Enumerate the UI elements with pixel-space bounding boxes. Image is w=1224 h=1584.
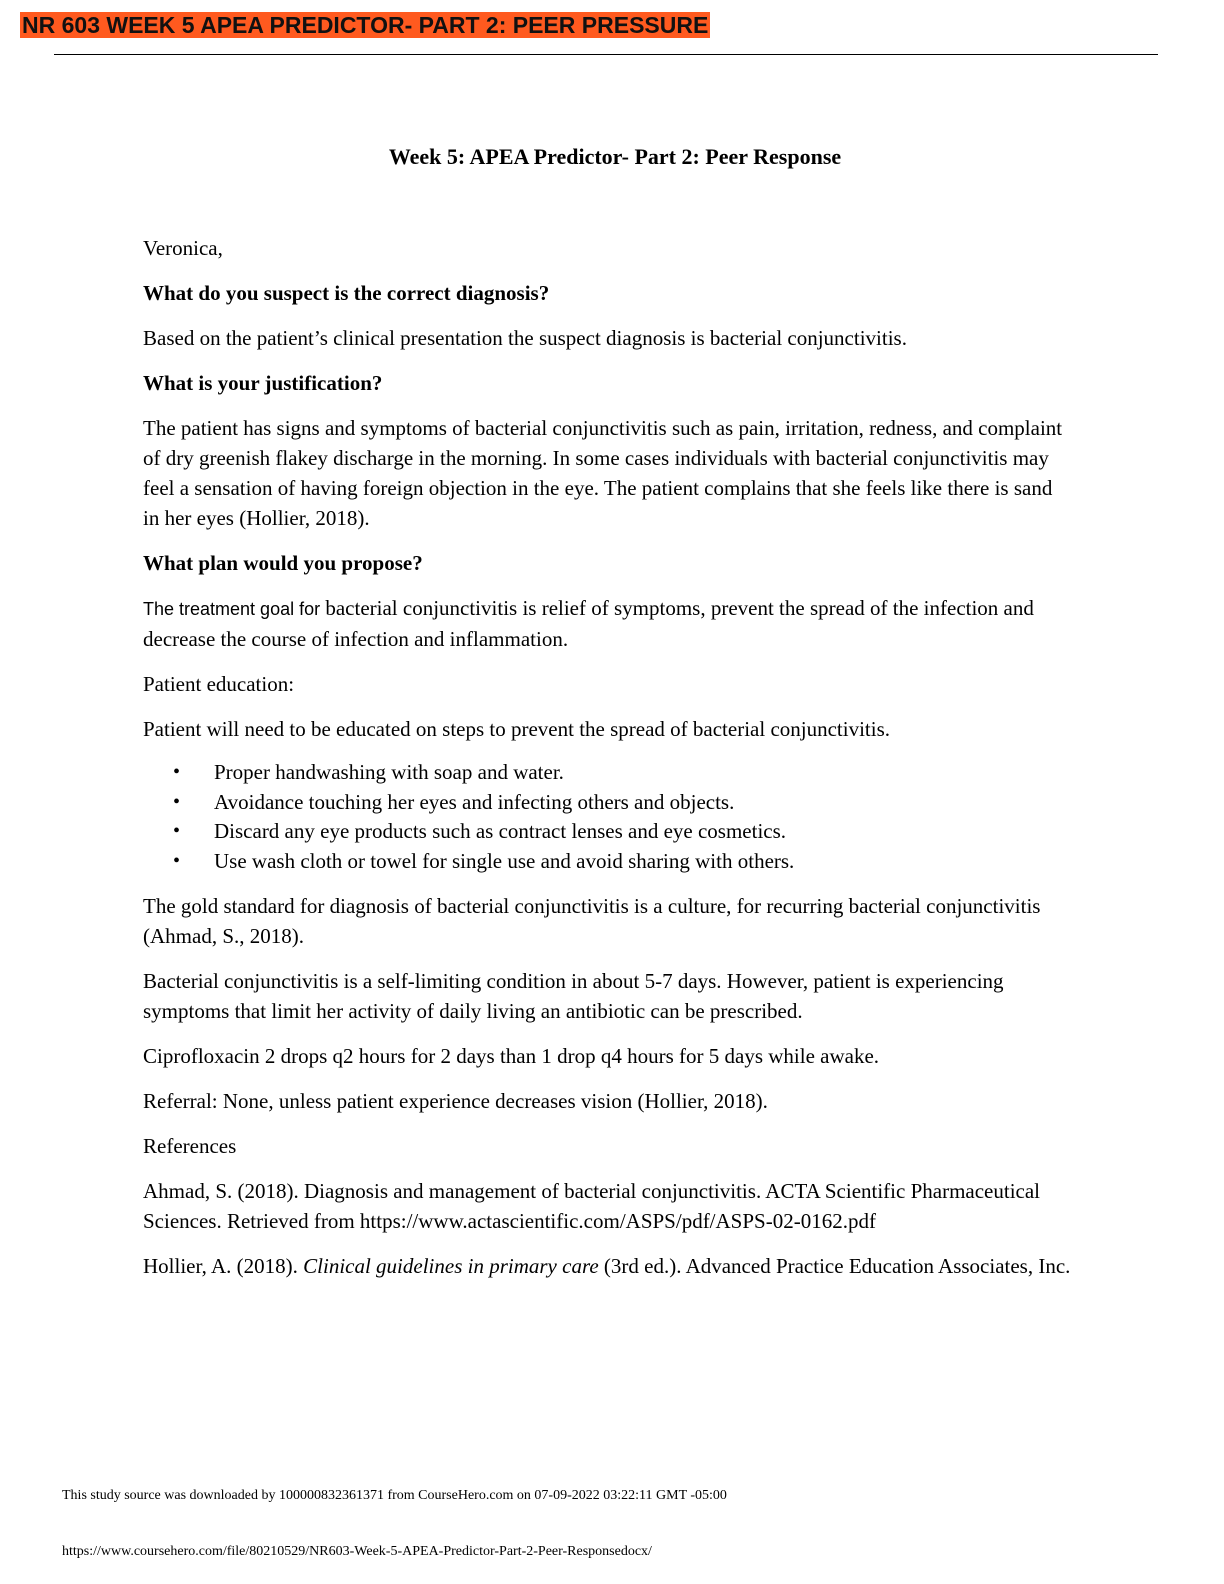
question-diagnosis: What do you suspect is the correct diagnosis? (143, 281, 550, 305)
education-list (143, 758, 1073, 876)
bullet-icon: • (173, 820, 181, 842)
footer-source-note: This study source was downloaded by 100000832361371 from CourseHero.com on 07-09-2022 03:22:11 GMT -05:00 (62, 1488, 727, 1503)
reference-hollier: Hollier, A. (2018). Clinical guidelines in primary care (3rd ed.). Advanced Practice Education Associates, Inc. (143, 1254, 1071, 1278)
reference-ahmad: Ahmad, S. (2018). Diagnosis and management of bacterial conjunctivitis. ACTA Scientific Pharmaceutical Sciences. Retrieved from https://www.actascientific.com/ASPS/pdf/ASPS-02-0162.pdf (143, 1179, 1041, 1233)
footer-url[interactable]: https://www.coursehero.com/file/80210529/NR603-Week-5-APEA-Predictor-Part-2-Peer-Responsedocx/ (62, 1544, 652, 1559)
reference-hollier-title: Clinical guidelines in primary care (303, 1254, 599, 1278)
referral-paragraph: Referral: None, unless patient experience decreases vision (Hollier, 2018). (143, 1089, 768, 1113)
list-item: • Avoidance touching her eyes and infecting others and objects. (143, 788, 1073, 818)
answer-plan (143, 593, 1073, 654)
gold-standard-paragraph: The gold standard for diagnosis of bacterial conjunctivitis is a culture, for recurring bacterial conjunctivitis (Ahmad, S., 2018). (143, 894, 1041, 948)
bullet-icon: • (173, 790, 181, 813)
question-plan: What plan would you propose? (143, 551, 423, 575)
list-item: • Use wash cloth or towel for single use and avoid sharing with others. (143, 847, 1073, 877)
header-rule (54, 54, 1158, 55)
list-item: • Proper handwashing with soap and water. (143, 758, 1073, 788)
list-item: • Discard any eye products such as contract lenses and eye cosmetics. (143, 817, 1073, 847)
bullet-icon: • (173, 761, 181, 783)
answer-diagnosis: Based on the patient’s clinical presentation the suspect diagnosis is bacterial conjunctivitis. (143, 326, 907, 350)
prescription-paragraph: Ciprofloxacin 2 drops q2 hours for 2 days than 1 drop q4 hours for 5 days while awake. (143, 1044, 880, 1068)
document-body (143, 233, 1073, 1296)
education-heading: Patient education: (143, 672, 295, 696)
education-intro: Patient will need to be educated on steps to prevent the spread of bacterial conjunctivitis. (143, 717, 891, 741)
page-title: Week 5: APEA Predictor- Part 2: Peer Response (388, 144, 842, 169)
references-heading: References (143, 1134, 237, 1158)
plan-lead-text: The treatment goal for (143, 599, 321, 619)
question-justification: What is your justification? (143, 371, 383, 395)
answer-justification: The patient has signs and symptoms of bacterial conjunctivitis such as pain, irritation, redness, and complaint of dry greenish flakey discharge in the morning. In some cases individuals with bacterial conjunctivitis may feel a sensation of having foreign objection in the eye. The patient complains that she feels like there is sand in her eyes (Hollier, 2018). (143, 416, 1063, 530)
salutation: Veronica, (143, 236, 223, 260)
document-banner: NR 603 WEEK 5 APEA PREDICTOR- PART 2: PEER PRESSURE (22, 12, 709, 38)
plan-rest-text: bacterial conjunctivitis is relief of symptoms, prevent the spread of the infection and decrease the course of infection and inflammation. (143, 596, 1034, 651)
bullet-icon: • (173, 849, 181, 872)
self-limiting-paragraph: Bacterial conjunctivitis is a self-limiting condition in about 5-7 days. However, patient is experiencing symptoms that limit her activity of daily living an antibiotic can be prescribed. (143, 969, 1004, 1023)
